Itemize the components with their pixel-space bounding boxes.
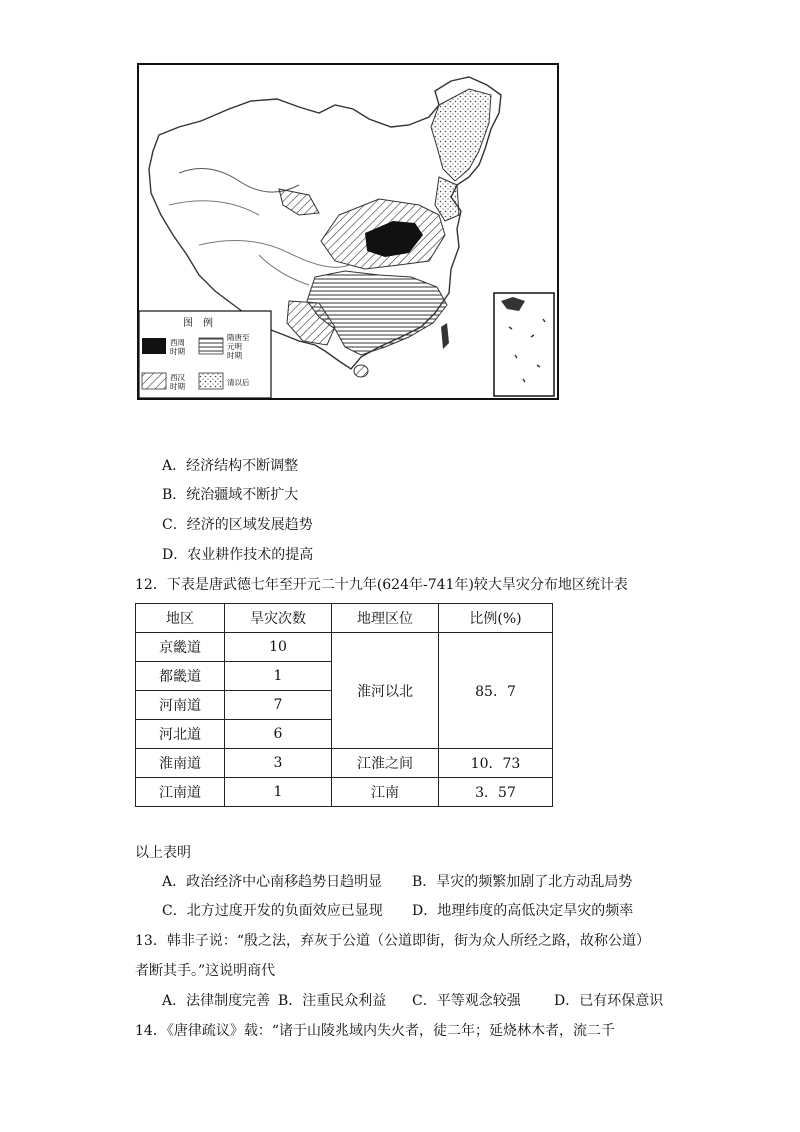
cell-ratio: 10．73 [439,749,553,778]
svg-text:清以后: 清以后 [227,378,250,387]
q13-option-c[interactable]: C．平等观念较强 [412,993,521,1009]
cell-count: 10 [225,633,332,662]
table-row [136,749,553,778]
svg-text:西汉: 西汉 [170,373,185,382]
q13-option-b[interactable]: B．注重民众利益 [278,993,387,1009]
svg-text:时期: 时期 [170,382,185,391]
cell-region: 河南道 [136,691,225,720]
q12-stem: 12．下表是唐武德七年至开元二十九年(624年-741年)较大旱灾分布地区统计表 [135,577,628,593]
legend-title: 图 例 [183,318,213,329]
header-region: 地区 [136,604,225,633]
region-qing [431,89,491,181]
header-zone: 地理区位 [332,604,439,633]
q13-option-d[interactable]: D．已有环保意识 [554,993,664,1009]
cell-region: 都畿道 [136,662,225,691]
q13-stem-line2: 者断其手。”这说明商代 [135,963,276,979]
q13-stem-line1: 13．韩非子说：“殷之法，弃灰于公道（公道即街，街为众人所经之路，故称公道） [135,933,650,949]
map-legend [139,311,271,398]
legend-swatch-western-zhou [142,338,166,354]
q14-stem-line1: 14．《唐律疏议》载：“诸于山陵兆域内失火者，徒二年；延烧林木者，流二千 [135,1023,615,1039]
cell-zone: 江淮之间 [332,749,439,778]
legend-swatch-sui-tang [199,338,223,354]
legend-swatch-qing [199,373,223,389]
header-count: 旱灾次数 [225,604,332,633]
svg-text:元明: 元明 [227,342,242,351]
header-ratio: 比例(%) [439,604,553,633]
q11-option-d[interactable]: D．农业耕作技术的提高 [162,547,314,563]
svg-text:西周: 西周 [170,338,185,347]
china-economic-map [139,65,557,398]
cell-region: 河北道 [136,720,225,749]
q13-option-a[interactable]: A．法律制度完善 [162,993,271,1009]
cell-zone: 江南 [332,778,439,807]
q12-lead: 以上表明 [135,845,191,861]
cell-region: 江南道 [136,778,225,807]
svg-text:隋唐至: 隋唐至 [227,333,250,342]
q11-option-a[interactable]: A．经济结构不断调整 [162,458,299,474]
cell-count: 3 [225,749,332,778]
cell-count: 1 [225,778,332,807]
cell-count: 7 [225,691,332,720]
cell-ratio: 85．7 [439,633,553,749]
q12-option-c[interactable]: C．北方过度开发的负面效应已显现 [162,903,383,919]
table-row [136,778,553,807]
cell-region: 京畿道 [136,633,225,662]
china-map-figure [137,63,559,400]
q11-option-c[interactable]: C．经济的区域发展趋势 [162,517,313,533]
cell-zone: 淮河以北 [332,633,439,749]
svg-text:时期: 时期 [227,351,242,360]
q12-option-b[interactable]: B．旱灾的频繁加剧了北方动乱局势 [412,874,633,890]
table-row [136,633,553,662]
q12-option-d[interactable]: D．地理纬度的高低决定旱灾的频率 [412,903,634,919]
cell-count: 1 [225,662,332,691]
cell-region: 淮南道 [136,749,225,778]
drought-stats-table [135,603,553,807]
cell-ratio: 3．57 [439,778,553,807]
svg-text:时期: 时期 [170,347,185,356]
table-header-row [136,604,553,633]
legend-swatch-western-han [142,373,166,389]
q11-option-b[interactable]: B．统治疆域不断扩大 [162,487,299,503]
q12-option-a[interactable]: A．政治经济中心南移趋势日趋明显 [162,874,383,890]
cell-count: 6 [225,720,332,749]
